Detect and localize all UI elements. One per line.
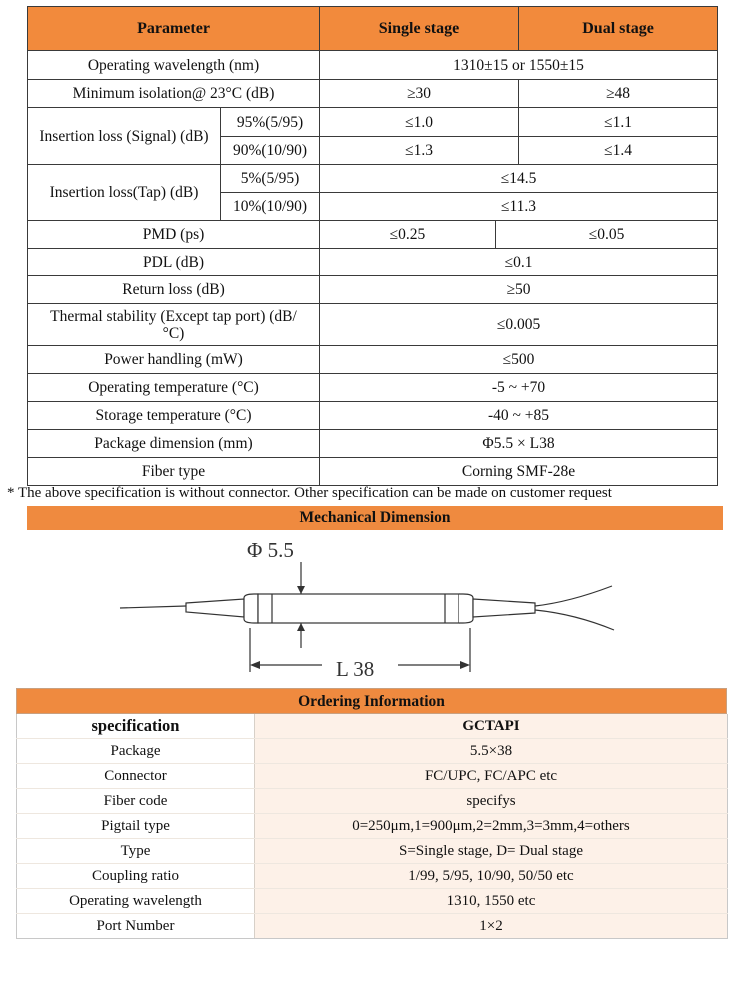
table-row: [28, 374, 718, 402]
spec-value: S=Single stage, D= Dual stage: [255, 839, 728, 864]
specification-heading: specification: [17, 714, 255, 739]
tube-body: [258, 594, 459, 623]
table-row: [17, 739, 728, 764]
table-row: [17, 889, 728, 914]
row-label: Operating wavelength (nm): [28, 51, 320, 80]
table-row: [17, 764, 728, 789]
spec-name: Coupling ratio: [17, 864, 255, 889]
row-value: 1310±15 or 1550±15: [320, 51, 718, 80]
mechanical-dimension-title: Mechanical Dimension: [27, 506, 723, 530]
ratio-label: 95%(5/95): [221, 108, 320, 137]
spec-header-row: [28, 7, 718, 51]
spec-name: Connector: [17, 764, 255, 789]
table-row: [28, 430, 718, 458]
header-single-stage: Single stage: [320, 7, 519, 51]
dual-value: ≤1.4: [519, 137, 718, 165]
spec-value: specifys: [255, 789, 728, 814]
spec-name: Pigtail type: [17, 814, 255, 839]
row-value: ≤500: [320, 346, 718, 374]
ratio-label: 10%(10/90): [221, 193, 320, 221]
right-boot: [473, 599, 535, 617]
row-label: Minimum isolation@ 23°C (dB): [28, 80, 320, 108]
row-label: Return loss (dB): [28, 276, 320, 304]
spec-value: 5.5×38: [255, 739, 728, 764]
row-value: -40 ~ +85: [320, 402, 718, 430]
right-cap: [459, 594, 473, 623]
ratio-label: 5%(5/95): [221, 165, 320, 193]
specification-table: [27, 6, 718, 486]
row-label: Insertion loss (Signal) (dB): [28, 108, 221, 165]
model-heading: GCTAPI: [255, 714, 728, 739]
spec-value: 1/99, 5/95, 10/90, 50/50 etc: [255, 864, 728, 889]
row-value: ≤11.3: [320, 193, 718, 221]
row-value: Φ5.5 × L38: [320, 430, 718, 458]
row-label: Operating temperature (°C): [28, 374, 320, 402]
table-row: [17, 864, 728, 889]
mechanical-drawing: [0, 530, 730, 688]
spec-name: Type: [17, 839, 255, 864]
input-fiber: [120, 606, 186, 608]
spec-name: Port Number: [17, 914, 255, 939]
table-row: [17, 814, 728, 839]
row-label: Insertion loss(Tap) (dB): [28, 165, 221, 221]
ordering-information-title: Ordering Information: [16, 688, 727, 714]
spec-value: FC/UPC, FC/APC etc: [255, 764, 728, 789]
ordering-table: [16, 714, 728, 939]
table-row: [28, 80, 718, 108]
dual-value: ≤0.05: [496, 221, 718, 249]
table-row: [28, 346, 718, 374]
spec-value: 1×2: [255, 914, 728, 939]
left-boot: [186, 599, 244, 617]
dual-value: ≤1.1: [519, 108, 718, 137]
table-row: [28, 221, 718, 249]
row-value: -5 ~ +70: [320, 374, 718, 402]
left-cap: [244, 594, 258, 623]
table-row: [28, 165, 718, 193]
table-row: [28, 249, 718, 276]
table-row: [28, 458, 718, 486]
table-row: [17, 914, 728, 939]
table-row: [28, 304, 718, 346]
table-row: [17, 789, 728, 814]
header-parameter: Parameter: [28, 7, 320, 51]
arrow-left-icon: [250, 661, 260, 669]
arrow-right-icon: [460, 661, 470, 669]
spec-value: 0=250μm,1=900μm,2=2mm,3=3mm,4=others: [255, 814, 728, 839]
dual-value: ≥48: [519, 80, 718, 108]
output-fiber-lower: [535, 610, 614, 630]
output-fiber-upper: [535, 586, 612, 606]
spec-name: Fiber code: [17, 789, 255, 814]
arrow-up-icon: [297, 623, 305, 631]
single-value: ≤1.3: [320, 137, 519, 165]
row-label: PMD (ps): [28, 221, 320, 249]
table-row: [28, 51, 718, 80]
row-label: Storage temperature (°C): [28, 402, 320, 430]
ratio-label: 90%(10/90): [221, 137, 320, 165]
row-value: ≤0.1: [320, 249, 718, 276]
spec-name: Package: [17, 739, 255, 764]
row-label: PDL (dB): [28, 249, 320, 276]
row-value: Corning SMF-28e: [320, 458, 718, 486]
spec-value: 1310, 1550 etc: [255, 889, 728, 914]
table-row: [28, 402, 718, 430]
row-label: Fiber type: [28, 458, 320, 486]
length-label: L 38: [336, 657, 375, 681]
ordering-header-row: [17, 714, 728, 739]
footnote: * The above specification is without connector. Other specification can be made on customer request: [7, 485, 612, 501]
row-label: Package dimension (mm): [28, 430, 320, 458]
table-row: [28, 108, 718, 137]
header-dual-stage: Dual stage: [519, 7, 718, 51]
row-value: ≥50: [320, 276, 718, 304]
spec-name: Operating wavelength: [17, 889, 255, 914]
table-row: [28, 276, 718, 304]
row-value: ≤14.5: [320, 165, 718, 193]
single-value: ≤0.25: [320, 221, 496, 249]
diameter-label: Φ 5.5: [247, 538, 294, 562]
row-label: Power handling (mW): [28, 346, 320, 374]
arrow-down-icon: [297, 586, 305, 594]
table-row: [17, 839, 728, 864]
single-value: ≥30: [320, 80, 519, 108]
row-value: ≤0.005: [320, 304, 718, 346]
single-value: ≤1.0: [320, 108, 519, 137]
row-label: Thermal stability (Except tap port) (dB/°C): [28, 304, 320, 346]
